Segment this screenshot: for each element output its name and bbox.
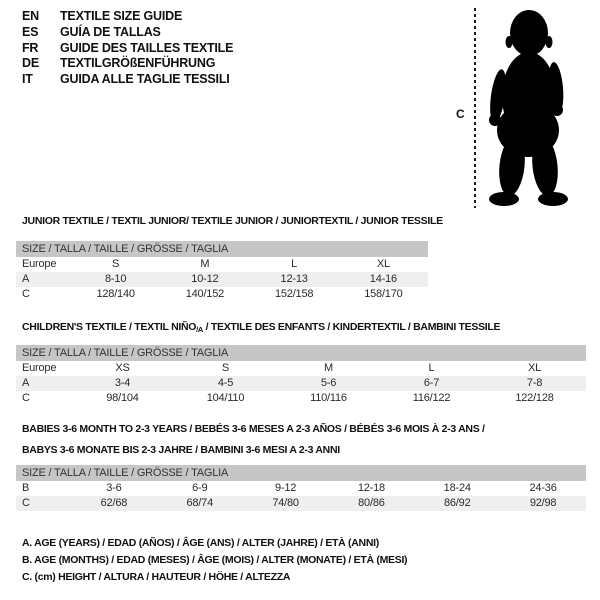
language-code: FR	[22, 40, 39, 55]
children-title-subscript: /A	[196, 325, 204, 334]
value-cell: 12-13	[280, 273, 308, 285]
children-table-title	[22, 321, 500, 333]
value-cell: 3-6	[106, 482, 122, 494]
footnote-legend	[22, 535, 407, 586]
row-label: B	[22, 482, 30, 494]
table-row	[16, 257, 428, 272]
height-measure-label: C	[456, 107, 465, 121]
language-code: EN	[22, 9, 39, 23]
value-cell: 24-36	[529, 482, 557, 494]
value-cell: 152/158	[274, 288, 314, 300]
value-cell: 62/68	[100, 497, 128, 509]
row-label: C	[22, 392, 30, 404]
value-cell: 14-16	[369, 273, 397, 285]
row-label: C	[22, 497, 30, 509]
value-cell: 140/152	[185, 288, 225, 300]
value-cell: 6-9	[192, 482, 208, 494]
value-cell: 128/140	[96, 288, 135, 300]
size-header-bar: SIZE / TALLA / TAILLE / GRÖSSE / TAGLIA	[16, 345, 586, 361]
size-cell: S	[112, 258, 120, 270]
language-row-fr	[22, 41, 233, 57]
value-cell: 158/170	[364, 288, 403, 300]
table-row	[16, 376, 586, 391]
value-cell: 7-8	[526, 377, 543, 389]
junior-table	[16, 241, 428, 302]
language-row-de	[22, 56, 233, 72]
value-cell: 86/92	[443, 497, 471, 509]
language-row-en	[22, 9, 233, 25]
value-cell: 122/128	[515, 392, 554, 404]
baby-figure	[450, 8, 600, 210]
size-cell: M	[324, 362, 333, 374]
value-cell: 8-10	[105, 273, 127, 285]
language-row-es	[22, 25, 233, 41]
size-cell: XL	[527, 362, 542, 374]
children-title-part2: / TEXTILE DES ENFANTS / KINDERTEXTIL / BAMBINI TESSILE	[203, 321, 501, 333]
language-title: GUÍA DE TALLAS	[60, 24, 161, 39]
children-table	[16, 345, 586, 406]
table-row	[16, 391, 586, 406]
language-title: TEXTILE SIZE GUIDE	[60, 9, 183, 23]
footnote-a: A. AGE (YEARS) / EDAD (AÑOS) / ÂGE (ANS) / ALTER (JAHRE) / ETÀ (ANNI)	[22, 537, 379, 549]
height-measure-dashed-line	[474, 8, 476, 208]
footnote-b: B. AGE (MONTHS) / EDAD (MESES) / ÂGE (MOIS) / ALTER (MONATE) / ETÀ (MESI)	[22, 554, 408, 566]
baby-silhouette-icon	[483, 8, 575, 208]
row-label: Europe	[22, 258, 57, 270]
value-cell: 12-18	[357, 482, 385, 494]
junior-table-title: JUNIOR TEXTILE / TEXTIL JUNIOR/ TEXTILE JUNIOR / JUNIORTEXTIL / JUNIOR TESSILE	[22, 215, 443, 227]
value-cell: 74/80	[272, 497, 299, 509]
babies-table	[16, 465, 586, 511]
size-cell: S	[221, 362, 230, 374]
language-code: IT	[22, 72, 33, 87]
language-code: ES	[22, 24, 39, 39]
language-code: DE	[22, 56, 39, 71]
value-cell: 110/116	[310, 392, 347, 404]
value-cell: 3-4	[114, 377, 131, 389]
size-header-bar: SIZE / TALLA / TAILLE / GRÖSSE / TAGLIA	[16, 241, 428, 257]
babies-title-line1: BABIES 3-6 MONTH TO 2-3 YEARS / BEBÉS 3-6 MESES A 2-3 AÑOS / BÉBÉS 3-6 MOIS À 2-3 ANS /	[22, 423, 485, 435]
value-cell: 68/74	[186, 497, 213, 509]
value-cell: 6-7	[423, 377, 440, 389]
row-label: Europe	[22, 362, 57, 374]
size-cell: L	[291, 258, 298, 270]
value-cell: 5-6	[320, 377, 337, 389]
size-cell: XS	[115, 362, 130, 374]
table-row	[16, 287, 428, 302]
value-cell: 18-24	[443, 482, 471, 494]
table-row	[16, 272, 428, 287]
row-label: A	[22, 377, 30, 389]
language-title: GUIDA ALLE TAGLIE TESSILI	[60, 72, 230, 87]
row-label: A	[22, 273, 30, 285]
value-cell: 104/110	[206, 392, 245, 404]
size-cell: XL	[376, 258, 390, 270]
value-cell: 98/104	[106, 392, 139, 404]
language-row-it	[22, 72, 233, 88]
language-title-list	[22, 9, 233, 88]
footnote-c: C. (cm) HEIGHT / ALTURA / HAUTEUR / HÖHE / ALTEZZA	[22, 571, 291, 583]
row-label: C	[22, 288, 30, 300]
table-row	[16, 481, 586, 496]
size-header-bar: SIZE / TALLA / TAILLE / GRÖSSE / TAGLIA	[16, 465, 586, 481]
children-title-part1: CHILDREN'S TEXTILE / TEXTIL NIÑO	[22, 321, 197, 333]
value-cell: 80/86	[358, 497, 385, 509]
size-cell: L	[428, 362, 435, 374]
babies-table-title	[22, 419, 485, 461]
value-cell: 116/122	[412, 392, 451, 404]
value-cell: 4-5	[217, 377, 234, 389]
language-title: GUIDE DES TAILLES TEXTILE	[60, 40, 234, 55]
size-cell: M	[200, 258, 210, 270]
babies-title-line2: BABYS 3-6 MONATE BIS 2-3 JAHRE / BAMBINI 3-6 MESI A 2-3 ANNI	[22, 444, 340, 456]
value-cell: 92/98	[529, 497, 557, 509]
value-cell: 10-12	[191, 273, 219, 285]
table-row	[16, 496, 586, 511]
language-title: TEXTILGRÖßENFÜHRUNG	[60, 56, 216, 71]
table-row	[16, 361, 586, 376]
value-cell: 9-12	[274, 482, 297, 494]
